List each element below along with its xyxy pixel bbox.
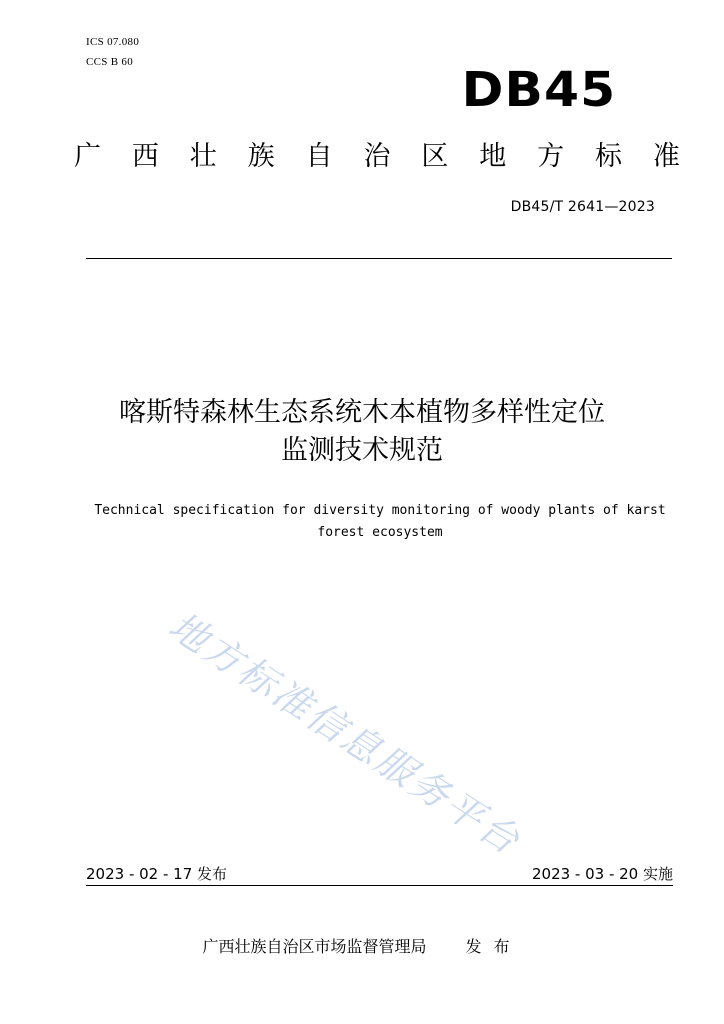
db45-logo: DB45	[461, 62, 616, 118]
bottom-divider	[86, 885, 673, 886]
issuer-action: 发布	[465, 937, 522, 956]
chinese-title	[40, 394, 684, 470]
standard-type-char: 西	[131, 141, 159, 172]
implementation-date: 2023 - 03 - 20 实施	[531, 865, 673, 883]
issuer-line	[0, 934, 724, 957]
watermark: 地方标准信息服务平台	[161, 603, 529, 864]
ccs-code: CCS B 60	[86, 56, 134, 68]
standard-type-char: 方	[537, 141, 565, 172]
standard-type-char: 广	[74, 141, 101, 172]
chinese-title-line: 喀斯特森林生态系统木本植物多样性定位	[119, 397, 605, 428]
standard-type-char: 壮	[189, 141, 217, 172]
top-divider	[86, 258, 672, 259]
english-title-line: forest ecosystem	[317, 525, 443, 540]
issuer-name: 广西壮族自治区市场监督管理局	[202, 937, 427, 956]
chinese-title-line: 监测技术规范	[281, 435, 443, 466]
standard-type-char: 治	[363, 141, 391, 172]
standard-type-char: 标	[595, 141, 623, 172]
standard-type-char: 准	[652, 141, 680, 172]
ics-code: ICS 07.080	[86, 36, 140, 48]
standard-type-char: 族	[247, 141, 275, 172]
release-date: 2023 - 02 - 17 发布	[86, 865, 228, 883]
english-title	[60, 500, 700, 544]
standard-type-char: 自	[305, 141, 333, 172]
date-row	[86, 863, 673, 884]
english-title-line: Technical specification for diversity monitoring of woody plants of karst	[94, 503, 666, 518]
standard-type-char: 地	[479, 141, 507, 172]
standard-type-heading	[74, 140, 680, 174]
standard-number: DB45/T 2641—2023	[510, 199, 655, 215]
standard-type-char: 区	[421, 141, 449, 172]
